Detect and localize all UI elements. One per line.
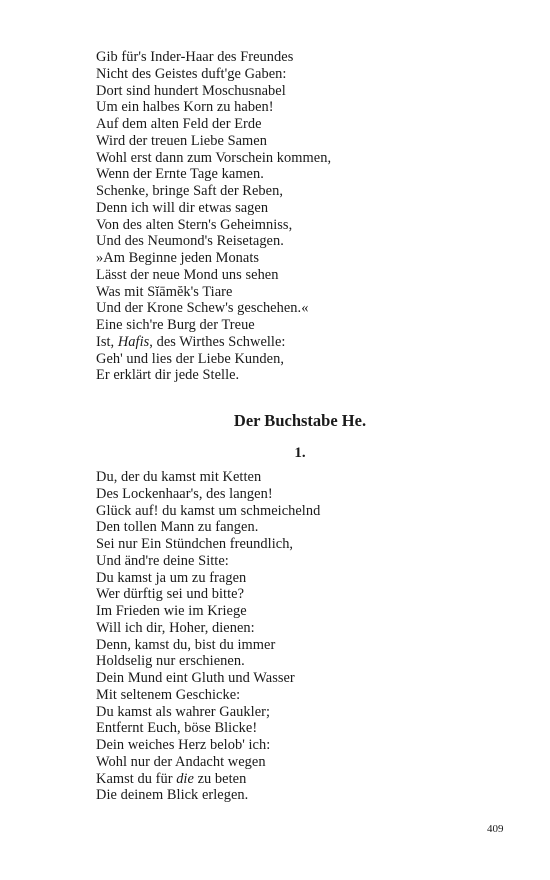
verse-line [96,771,320,788]
verse-line: Dein Mund eint Gluth und Wasser [96,670,295,686]
verse-line: Lässt der neue Mond uns sehen [96,266,279,283]
verse-line: Und des Neumond's Reisetagen. [96,233,284,250]
verse-line: Geh' und lies der Liebe Kunden, [96,350,284,367]
verse-line: Von des alten Stern's Geheimniss, [96,216,293,233]
verse-line: Will ich dir, Hoher, dienen: [96,619,255,636]
section-heading: Der Buchstabe He. [233,411,367,430]
verse-text: Ist, [96,333,118,350]
verse-line: Wird der treuen Liebe Samen [96,132,267,149]
verse-line [96,334,331,351]
poem-number: 1. [294,445,306,461]
verse-line: Glück auf! du kamst um schmeichelnd [96,502,321,519]
verse-line: Des Lockenhaar's, des langen! [96,485,273,502]
verse-line: Und änd're deine Sitte: [96,552,229,569]
verse-line: Dort sind hundert Moschusnabel [96,82,286,99]
verse-text: zu beten [193,770,247,787]
verse-line: Im Frieden wie im Kriege [96,603,247,619]
verse-line: Wohl nur der Andacht wegen [96,753,266,770]
verse-text: , des Wirthes Schwelle: [149,333,286,350]
verse-line: Wer dürftig sei und bitte? [96,586,245,603]
verse-line: Er erklärt dir jede Stelle. [96,367,240,384]
verse-line: Was mit Sĭāmĕk's Tiare [96,283,233,300]
verse-line: Entfernt Euch, böse Blicke! [96,720,258,737]
verse-line: Du, der du kamst mit Ketten [96,469,262,485]
verse-text: Kamst du für [96,770,177,787]
italic-word: Hafis [117,333,150,350]
verse-line: Denn ich will dir etwas sagen [96,199,269,216]
page-number: 409 [487,823,504,835]
verse-line: Auf dem alten Feld der Erde [96,116,262,132]
verse-line: Sei nur Ein Stündchen freundlich, [96,536,294,552]
verse-line: Nicht des Geistes duft'ge Gaben: [96,65,287,82]
verse-line: Du kamst als wahrer Gaukler; [96,703,271,720]
verse-line: Du kamst ja um zu fragen [96,569,247,586]
verse-line: Den tollen Mann zu fangen. [96,519,259,536]
italic-word: die [176,770,194,787]
verse-line: Denn, kamst du, bist du immer [96,636,276,653]
verse-line: Die deinem Blick erlegen. [96,787,249,804]
verse-line: Mit seltenem Geschicke: [96,686,241,703]
verse-line: Gib für's Inder-Haar des Freundes [96,49,294,65]
verse-line: Wenn der Ernte Tage kamen. [96,166,264,183]
verse-line: Um ein halbes Korn zu haben! [96,99,274,116]
verse-line: Dein weiches Herz belob' ich: [96,737,271,753]
verse-line: »Am Beginne jeden Monats [96,250,260,266]
poem-body [96,469,320,804]
verse-line: Holdselig nur erschienen. [96,653,245,670]
verse-line: Schenke, bringe Saft der Reben, [96,183,283,199]
verse-line: Eine sich're Burg der Treue [96,317,255,333]
verse-line: Wohl erst dann zum Vorschein kommen, [96,149,332,166]
poem-continuation [96,49,331,384]
verse-line: Und der Krone Schew's geschehen.« [96,300,309,317]
